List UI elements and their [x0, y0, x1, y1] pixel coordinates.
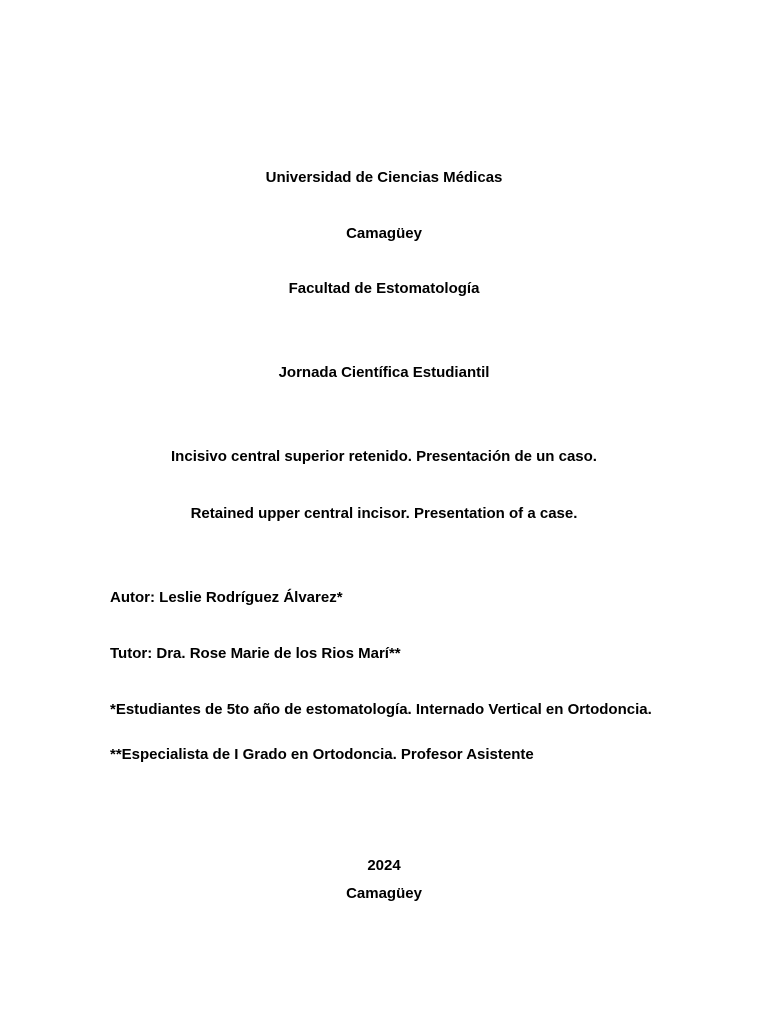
event-name: Jornada Científica Estudiantil [278, 364, 490, 381]
tutor-line: Tutor: Dra. Rose Marie de los Rios Marí** [110, 645, 401, 662]
students-note: *Estudiantes de 5to año de estomatología. Internado Vertical en Ortodoncia. [110, 701, 652, 718]
author-line: Autor: Leslie Rodríguez Álvarez* [110, 589, 343, 606]
faculty-name: Facultad de Estomatología [288, 280, 480, 297]
specialist-note: **Especialista de I Grado en Ortodoncia. Profesor Asistente [110, 746, 534, 763]
city-name: Camagüey [346, 225, 422, 242]
footer-city: Camagüey [346, 885, 422, 902]
university-name: Universidad de Ciencias Médicas [265, 169, 503, 186]
title-english: Retained upper central incisor. Presentation of a case. [190, 505, 578, 522]
year: 2024 [367, 857, 401, 874]
title-spanish: Incisivo central superior retenido. Presentación de un caso. [171, 448, 597, 465]
